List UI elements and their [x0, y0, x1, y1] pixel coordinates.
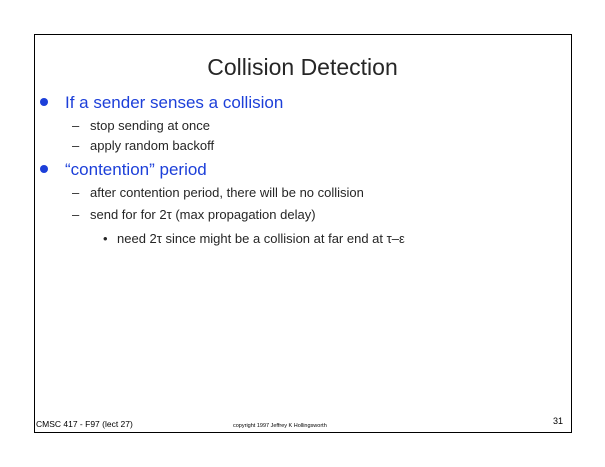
bullet-dot-icon — [40, 98, 48, 106]
bullet-contention — [40, 160, 207, 180]
bullet-text: If a sender senses a collision — [65, 93, 284, 112]
slide-title: Collision Detection — [207, 54, 398, 80]
sub-bullet-backoff — [72, 138, 214, 153]
sub-bullet-text: apply random backoff — [90, 138, 215, 153]
dash-marker: – — [72, 185, 80, 200]
sub-sub-bullet-need-2tau — [103, 231, 405, 246]
dash-marker: – — [72, 118, 80, 133]
sub-bullet-send-for — [72, 207, 316, 222]
bullet-text: “contention” period — [65, 160, 207, 179]
sub-bullet-text: after contention period, there will be no collision — [90, 185, 364, 200]
footer-copyright: copyright 1997 Jeffrey K Hollingsworth — [233, 423, 327, 429]
bullet-collision — [40, 93, 283, 113]
dash-marker: – — [72, 138, 80, 153]
sub-bullet-text: send for for 2τ (max propagation delay) — [90, 207, 316, 222]
bullet-dot-icon — [40, 165, 48, 173]
sub-bullet-after-contention — [72, 185, 364, 200]
sub-bullet-stop-sending — [72, 118, 210, 133]
sub-bullet-text: stop sending at once — [90, 118, 210, 133]
small-dot-marker: • — [103, 231, 108, 246]
page-number: 31 — [553, 416, 564, 426]
footer-course: CMSC 417 - F97 (lect 27) — [36, 419, 133, 429]
dash-marker: – — [72, 207, 80, 222]
sub-sub-bullet-text: need 2τ since might be a collision at far end at τ–ε — [117, 231, 405, 246]
